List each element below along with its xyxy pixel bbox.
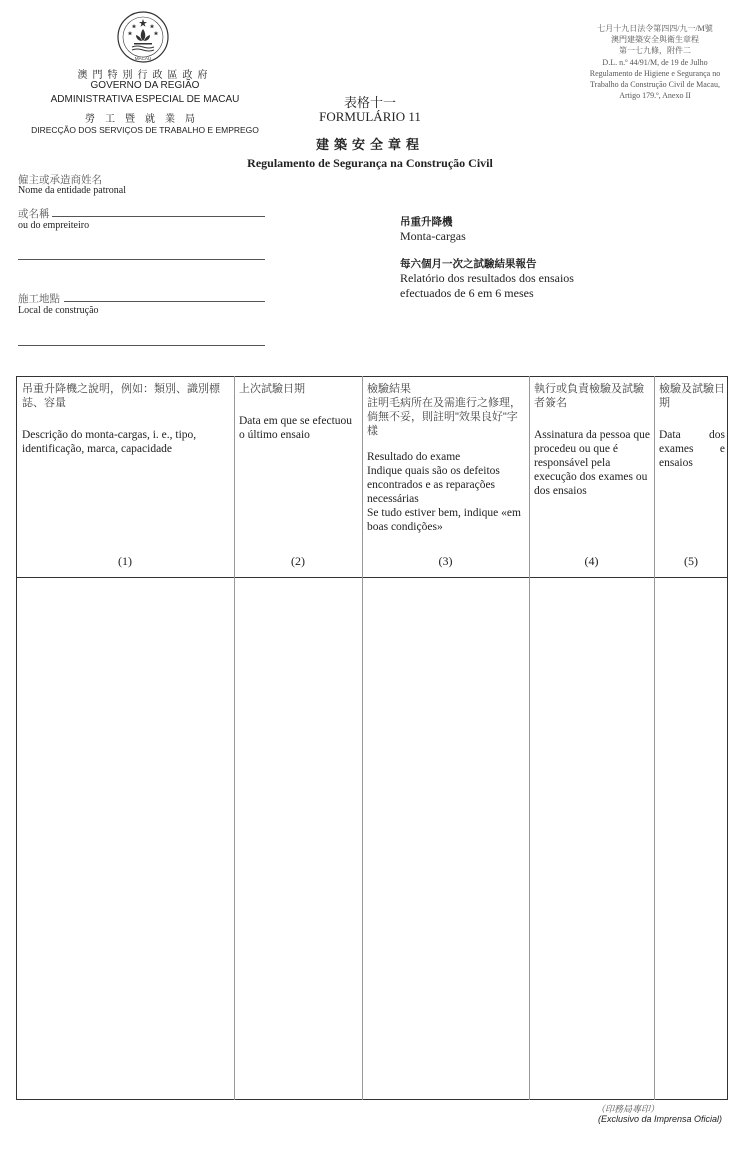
legal-reference-line: 澳門建築安全與衛生章程 — [611, 35, 699, 44]
entry-cell-results[interactable] — [363, 578, 528, 1099]
column-header-chinese: 吊重升降機之說明，例如：類別、識別標誌、容量 — [22, 383, 220, 409]
legal-reference-line: 七月十九日法令第四四/九一/M號 — [597, 24, 713, 33]
employer-label-chinese: 僱主或承造商姓名 — [18, 174, 102, 186]
report-title-chinese: 每六個月一次之試驗結果報告 — [400, 258, 537, 270]
column-header-last-test-date — [239, 382, 359, 442]
regulation-title: Regulamento de Segurança na Construção Civil — [247, 156, 493, 170]
printing-note-chinese: （印務局專印） — [596, 1104, 660, 1114]
column-number: (5) — [684, 554, 698, 568]
column-number: (1) — [118, 554, 132, 568]
report-title-line1: Relatório dos resultados dos ensaios — [400, 271, 574, 285]
site-line[interactable] — [64, 301, 265, 302]
column-header-portuguese: Assinatura da pessoa que procedeu ou que é responsável pela execução dos exames ou dos ensaios — [534, 429, 650, 497]
legal-reference-line: D.L. n.º 44/91/M, de 19 de Julho — [602, 58, 708, 67]
entry-cell-last-test-date[interactable] — [235, 578, 361, 1099]
site-line-2[interactable] — [18, 345, 265, 346]
entry-cell-description[interactable] — [17, 578, 233, 1099]
column-header-results — [367, 382, 525, 534]
contractor-label-chinese: 或名稱 — [18, 208, 50, 220]
column-header-chinese: 檢驗及試驗日期 — [659, 383, 725, 409]
legal-reference-line: Regulamento de Higiene e Segurança no — [589, 69, 721, 78]
government-name-line1: GOVERNO DA REGIÃO — [90, 80, 200, 91]
printing-note: (Exclusivo da Imprensa Oficial) — [598, 1114, 723, 1124]
equipment-title: Monta-cargas — [400, 229, 466, 243]
contractor-name-line[interactable] — [52, 216, 265, 217]
department-name: DIRECÇÃO DOS SERVIÇOS DE TRABALHO E EMPREGO — [31, 125, 259, 135]
regulation-title-chinese: 建築安全章程 — [315, 137, 424, 152]
contractor-label: ou do empreiteiro — [18, 220, 90, 231]
legal-reference-line: Artigo 179.º, Anexo II — [619, 91, 691, 100]
column-header-description — [22, 382, 230, 456]
form-number-chinese: 表格十一 — [343, 95, 396, 110]
column-header-portuguese: Data dos exames e ensaios — [659, 429, 725, 469]
column-number: (3) — [438, 554, 453, 568]
legal-reference-line: 第一七九條，附件二 — [619, 46, 691, 55]
column-header-chinese: 執行或負責檢驗及試驗者簽名 — [534, 383, 644, 409]
column-header-chinese: 上次試驗日期 — [239, 383, 305, 395]
emblem-text: MACAU — [134, 56, 152, 61]
column-header-portuguese: Data em que se efectuou o último ensaio — [239, 415, 353, 441]
report-title-line2: efectuados de 6 em 6 meses — [400, 286, 534, 300]
employer-label: Nome da entidade patronal — [18, 185, 127, 196]
site-label: Local de construção — [18, 305, 99, 316]
entry-cell-exam-date[interactable] — [655, 578, 727, 1099]
column-header-exam-date — [659, 382, 725, 470]
department-name-chinese: 勞工暨就業局 — [85, 114, 205, 125]
entry-cell-signature[interactable] — [530, 578, 653, 1099]
column-header-portuguese: Descrição do monta-cargas, i. e., tipo, identificação, marca, capacidade — [22, 429, 197, 455]
form-number: FORMULÁRIO 11 — [319, 109, 421, 124]
site-label-chinese: 施工地點 — [18, 293, 60, 305]
government-name-line2: ADMINISTRATIVA ESPECIAL DE MACAU — [50, 94, 240, 105]
column-header-portuguese: Resultado do exame Indique quais são os defeitos encontrados e as reparações necessárias Se tudo estiver bem, indique «em boas condições» — [367, 451, 521, 533]
legal-reference-line: Trabalho da Construção Civil de Macau, — [590, 80, 720, 89]
government-name-chinese: 澳門特別行政區政府 — [77, 70, 213, 81]
column-header-signature — [534, 382, 652, 498]
column-number: (4) — [584, 554, 599, 568]
macau-emblem-logo — [116, 10, 170, 64]
equipment-title-chinese: 吊重升降機 — [400, 216, 453, 228]
column-number: (2) — [291, 554, 305, 568]
contractor-name-line-2[interactable] — [18, 259, 265, 260]
column-header-chinese: 檢驗結果 註明毛病所在及需進行之修理，倘無不妥，則註明"效果良好"字樣 — [367, 383, 521, 437]
